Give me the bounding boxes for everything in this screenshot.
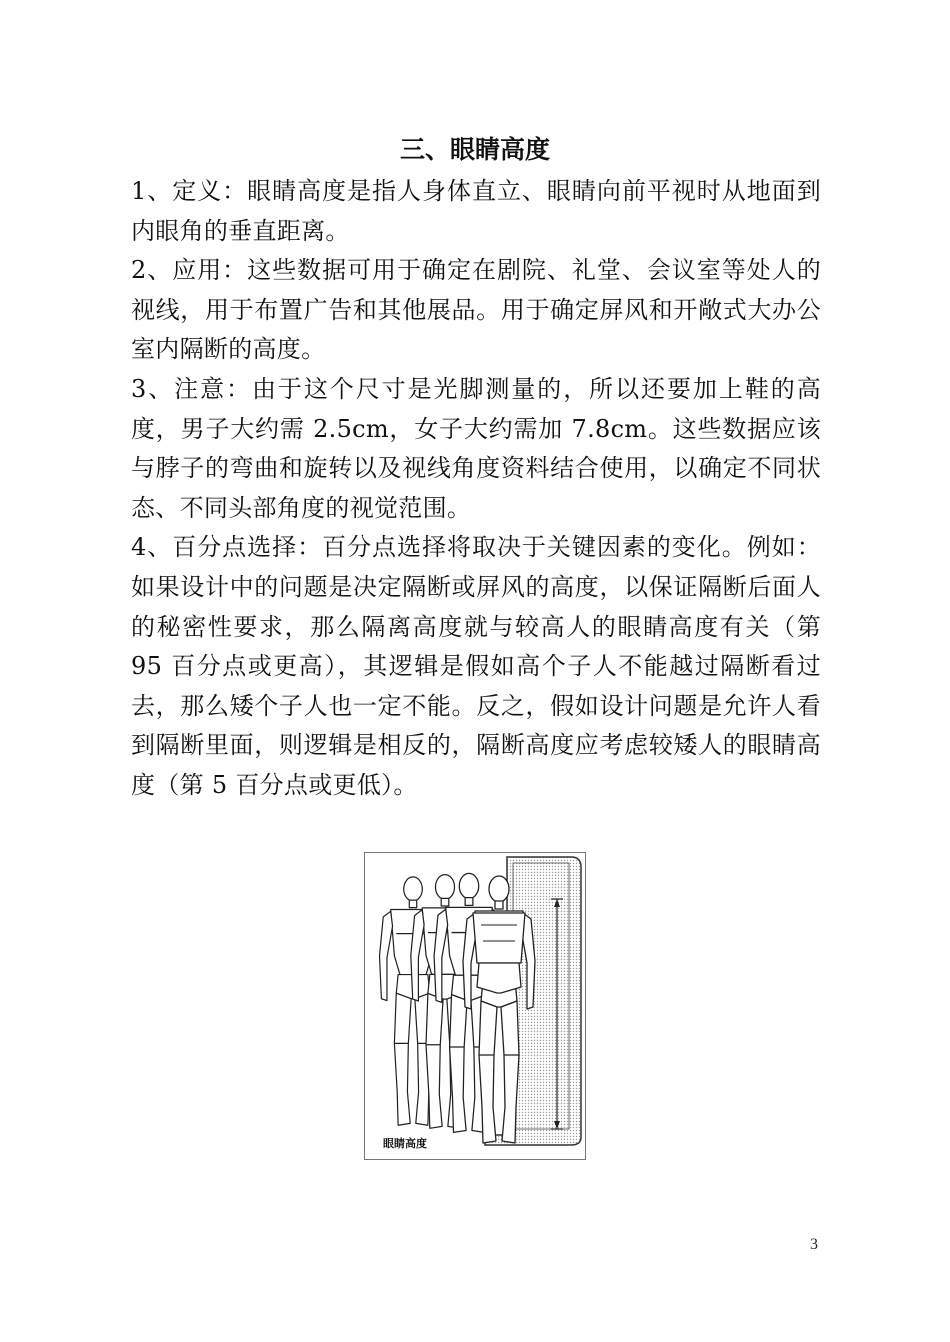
paragraph-percentile: 4、百分点选择：百分点选择将取决于关键因素的变化。例如：如果设计中的问题是决定隔断或屏风的高度，以保证隔断后面人的秘密性要求，那么隔离高度就与较高人的眼睛高度有关（第 95 百分点或更高），其逻辑是假如高个子人不能越过隔断看过去，那么矮个子人也一定不能。反之，假如设计问题是允许人看到隔断里面，则逻辑是相反的，隔断高度应考虑较矮人的眼睛高度（第 5 百分点或更低）。 (131, 533, 821, 799)
paragraph-definition: 1、定义：眼睛高度是指人身体直立、眼睛向前平视时从地面到内眼角的垂直距离。 (131, 177, 821, 245)
body-text (131, 172, 821, 806)
figure-caption: 眼睛高度 (383, 1137, 427, 1150)
page-number: 3 (810, 1236, 818, 1253)
page-title: 三、眼睛高度 (399, 135, 550, 164)
human-figures-illustration (365, 853, 585, 1159)
paragraph-application: 2、应用：这些数据可用于确定在剧院、礼堂、会议室等处人的视线，用于布置广告和其他展品。用于确定屏风和开敞式大办公室内隔断的高度。 (131, 256, 821, 364)
paragraph-notes: 3、注意：由于这个尺寸是光脚测量的，所以还要加上鞋的高度，男子大约需 2.5cm，女子大约需加 7.8cm。这些数据应该与脖子的弯曲和旋转以及视线角度资料结合使用，以确定不同状态、不同头部角度的视觉范围。 (131, 374, 821, 522)
eye-height-figure (364, 852, 586, 1160)
